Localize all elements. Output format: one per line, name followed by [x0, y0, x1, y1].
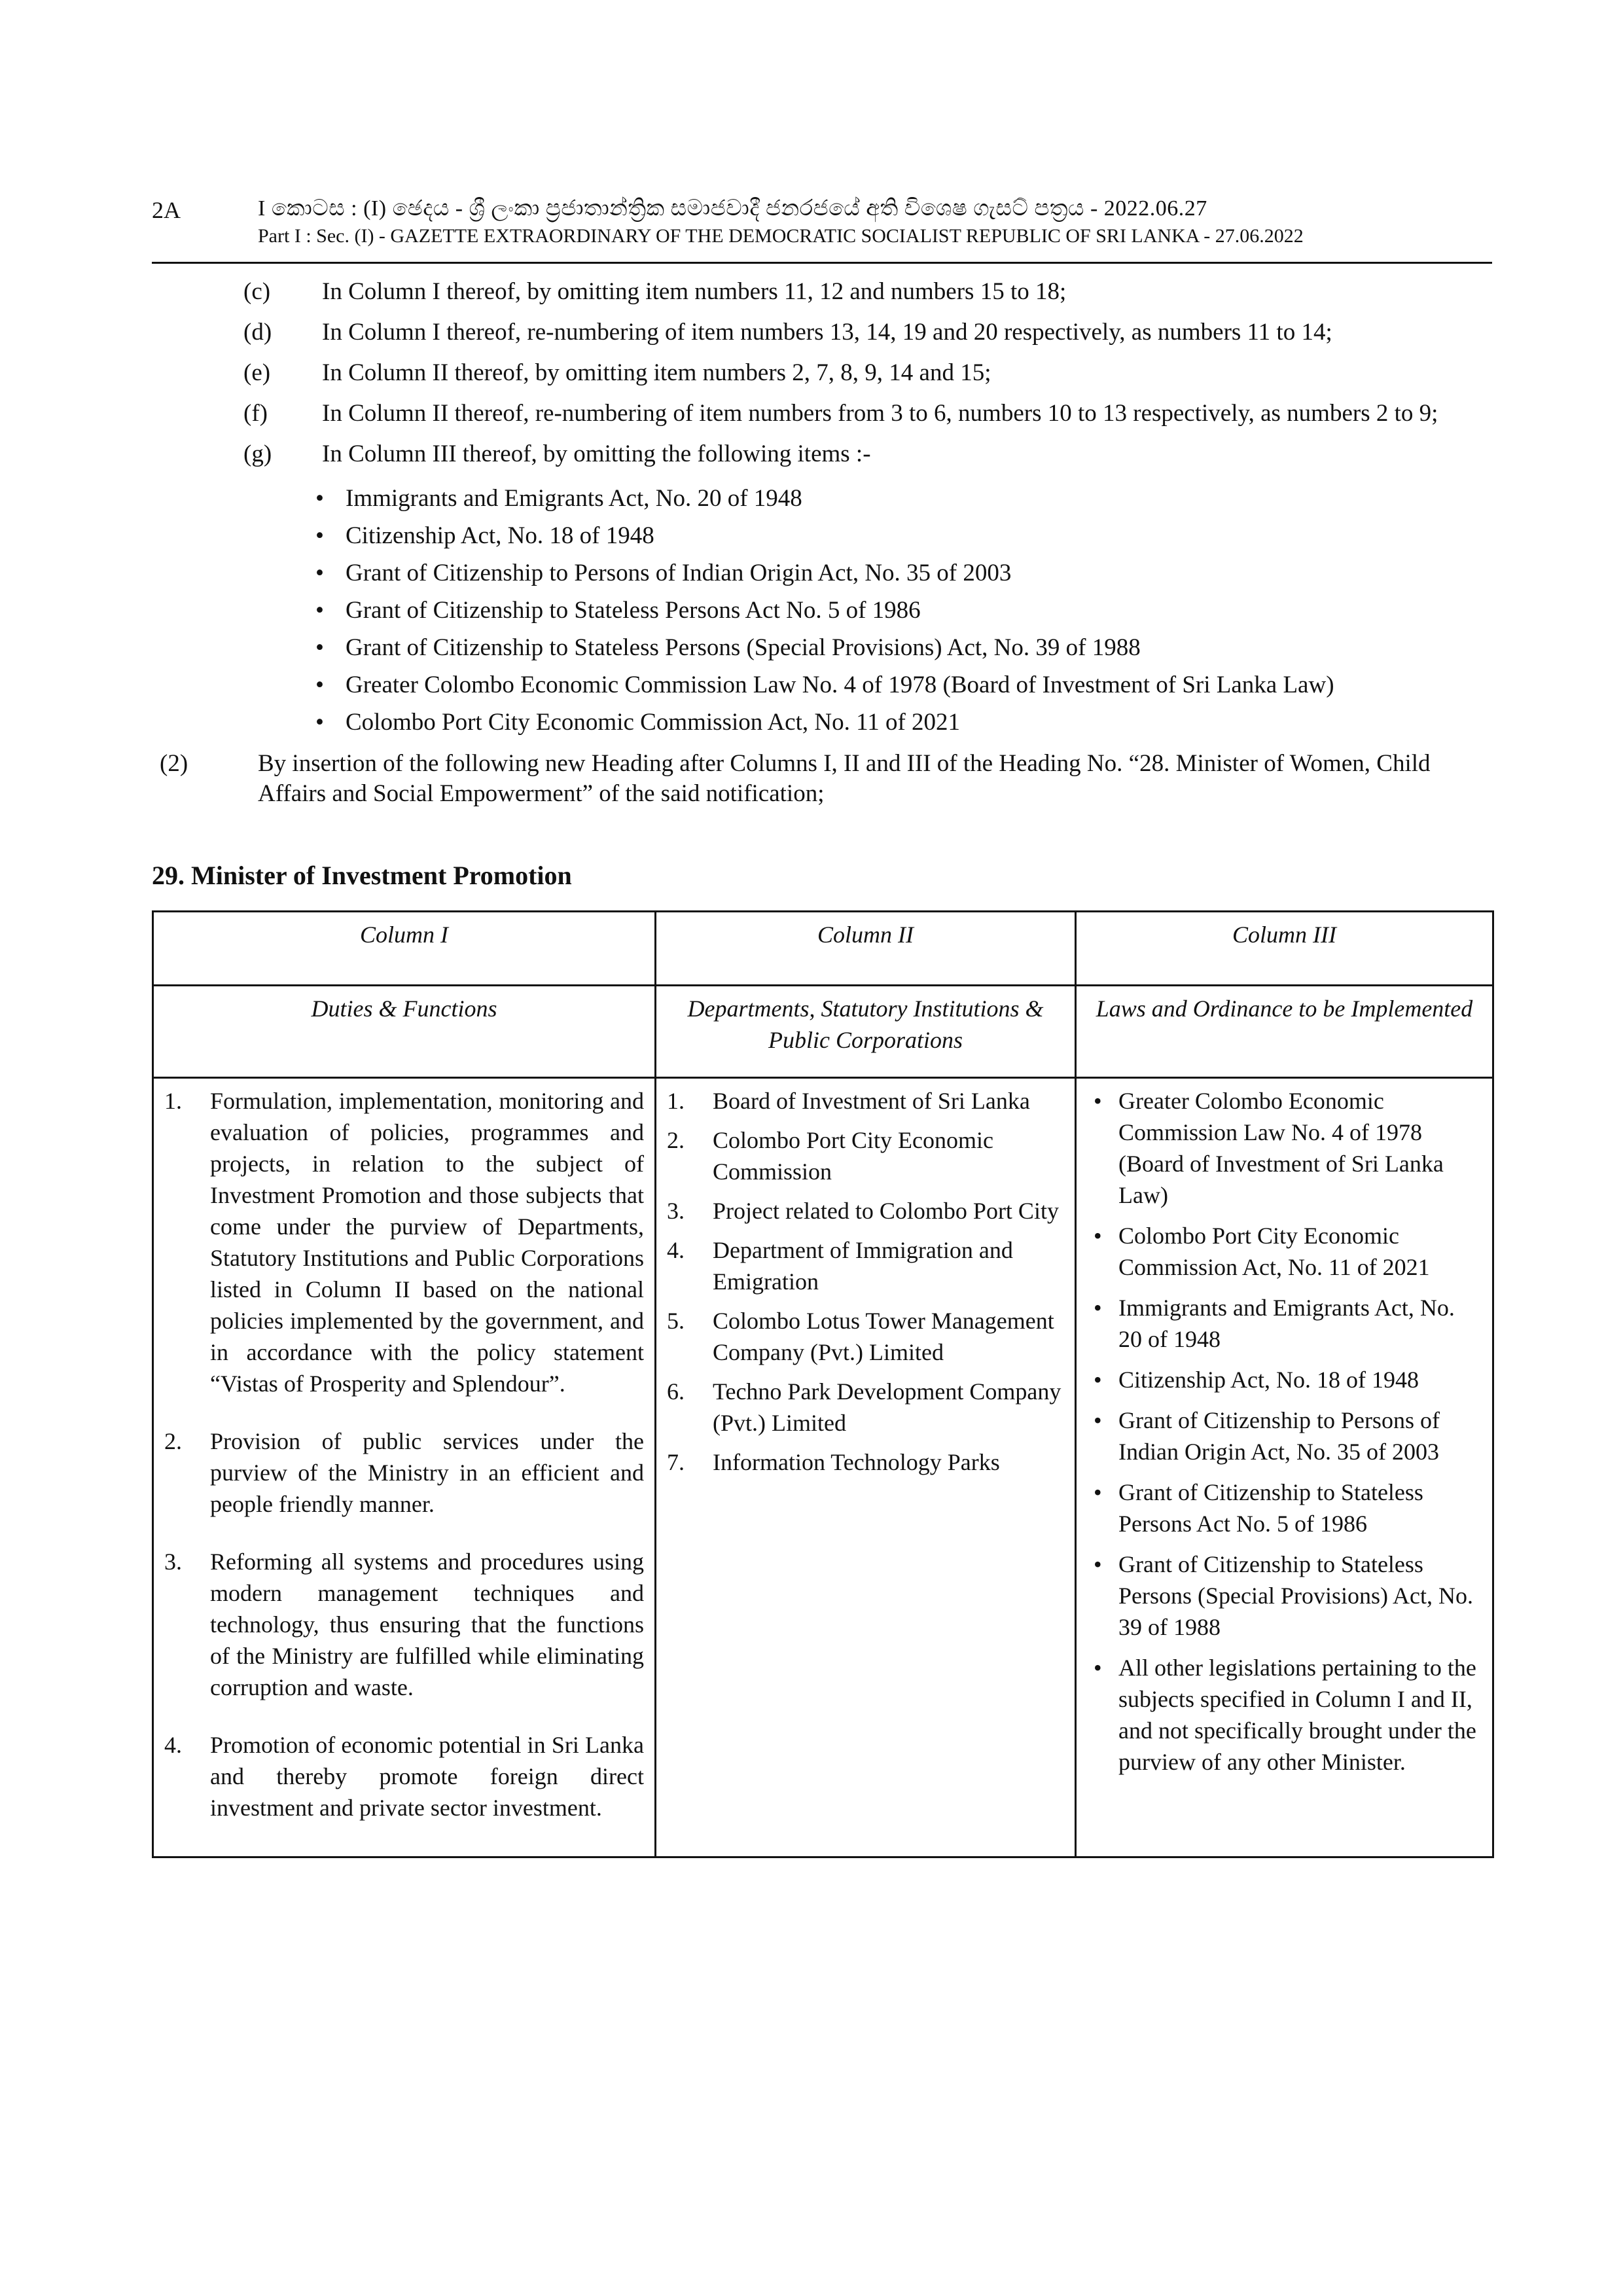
page-number: 2A: [152, 197, 181, 223]
list-item: • Greater Colombo Economic Commission Law No. 4 of 1978 (Board of Investment of Sri Lanka Law): [315, 666, 1492, 704]
paragraph-text: By insertion of the following new Heading after Columns I, II and III of the Heading No. “28. Minister of Women, Child Affairs and Social Empowerment” of the said notification;: [258, 750, 1431, 807]
amendment-text: In Column I thereof, by omitting item numbers 11, 12 and numbers 15 to 18;: [322, 278, 1067, 305]
column-header: Column II: [656, 912, 1076, 986]
item-text: Techno Park Development Company (Pvt.) Limited: [713, 1378, 1061, 1436]
list-item: • Immigrants and Emigrants Act, No. 20 of 1948: [315, 480, 1492, 517]
item-number: 4.: [667, 1237, 685, 1263]
list-item: • Grant of Citizenship to Stateless Persons Act No. 5 of 1986: [1087, 1477, 1482, 1539]
amendment-item: [152, 439, 1492, 469]
institutions-cell: [656, 1078, 1076, 1857]
item-text: Formulation, implementation, monitoring and evaluation of policies, programmes and projects, in relation to the subject of Investment Promotion and those subjects that come under the purview of Departments, Statutory Institutions and Public Corporations listed in Column II based on the national policies implemented by the government, and in accordance with the policy statement “Vistas of Prosperity and Splendour”.: [210, 1088, 644, 1397]
item-number: 4.: [164, 1732, 182, 1758]
column-header: Column III: [1076, 912, 1493, 986]
amendment-item: [152, 277, 1492, 307]
paragraph-2: [152, 749, 1492, 809]
header-sinhala-line: I කොටස : (I) ඡෙදය - ශ්‍රී ලංකා ප්‍රජාතාන්ත්‍රික සමාජවාදී ජනරජයේ අති විශෙෂ ගැසට් පත්‍රය - 2022.06.27: [258, 196, 1207, 221]
amendment-label: (e): [243, 359, 271, 386]
list-item: [667, 1085, 1064, 1117]
list-item: • Grant of Citizenship to Stateless Persons Act No. 5 of 1986: [315, 592, 1492, 629]
list-item: [667, 1124, 1064, 1187]
list-item: [164, 1729, 644, 1823]
column-header: Column I: [153, 912, 656, 986]
list-item: • Grant of Citizenship to Persons of Indian Origin Act, No. 35 of 2003: [1087, 1405, 1482, 1467]
item-number: 2.: [164, 1428, 182, 1454]
list-item: [667, 1234, 1064, 1297]
gazette-page: [152, 196, 1492, 1858]
omitted-items-list: [152, 480, 1492, 741]
item-number: 7.: [667, 1449, 685, 1475]
amendment-label: (c): [243, 278, 271, 305]
paragraph-label: (2): [160, 750, 188, 777]
laws-cell: [1076, 1078, 1493, 1857]
amendment-text: In Column II thereof, re-numbering of item numbers from 3 to 6, numbers 10 to 13 respectively, as numbers 2 to 9;: [322, 400, 1438, 427]
item-number: 6.: [667, 1378, 685, 1405]
item-text: Promotion of economic potential in Sri Lanka and thereby promote foreign direct investment and private sector investment.: [210, 1732, 644, 1821]
list-item: • Citizenship Act, No. 18 of 1948: [1087, 1364, 1482, 1395]
list-item: • Grant of Citizenship to Stateless Persons (Special Provisions) Act, No. 39 of 1988: [1087, 1549, 1482, 1643]
list-item: [667, 1376, 1064, 1439]
item-text: Department of Immigration and Emigration: [713, 1237, 1013, 1295]
section-title: 29. Minister of Investment Promotion: [152, 861, 572, 890]
amendment-item: [152, 399, 1492, 429]
item-text: Colombo Lotus Tower Management Company (Pvt.) Limited: [713, 1308, 1054, 1365]
item-text: Board of Investment of Sri Lanka: [713, 1088, 1030, 1114]
list-item: [667, 1305, 1064, 1368]
page-header: [152, 196, 1492, 264]
amendment-list: [152, 277, 1492, 469]
item-number: 2.: [667, 1127, 685, 1153]
list-item: • Colombo Port City Economic Commission Act, No. 11 of 2021: [315, 704, 1492, 741]
list-item: • Grant of Citizenship to Persons of Indian Origin Act, No. 35 of 2003: [315, 554, 1492, 592]
amendment-text: In Column III thereof, by omitting the following items :-: [322, 440, 871, 467]
list-item: [667, 1195, 1064, 1227]
amendment-label: (g): [243, 440, 272, 467]
item-text: Colombo Port City Economic Commission: [713, 1127, 993, 1185]
amendment-label: (f): [243, 400, 268, 427]
duties-functions-cell: [153, 1078, 656, 1857]
item-number: 5.: [667, 1308, 685, 1334]
list-item: [667, 1446, 1064, 1478]
list-item: • Immigrants and Emigrants Act, No. 20 of 1948: [1087, 1292, 1482, 1355]
item-text: Project related to Colombo Port City: [713, 1198, 1059, 1224]
list-item: [164, 1426, 644, 1520]
item-number: 3.: [667, 1198, 685, 1224]
item-number: 1.: [667, 1088, 685, 1114]
item-number: 1.: [164, 1088, 182, 1114]
item-text: Information Technology Parks: [713, 1449, 1000, 1475]
list-item: • Colombo Port City Economic Commission Act, No. 11 of 2021: [1087, 1220, 1482, 1283]
list-item: [164, 1085, 644, 1399]
amendment-item: [152, 358, 1492, 388]
amendment-text: In Column II thereof, by omitting item numbers 2, 7, 8, 9, 14 and 15;: [322, 359, 991, 386]
item-text: Reforming all systems and procedures using modern management techniques and technology, thus ensuring that the functions of the Ministry are fulfilled while eliminating corruption and waste.: [210, 1549, 644, 1700]
list-item: • Grant of Citizenship to Stateless Persons (Special Provisions) Act, No. 39 of 1988: [315, 629, 1492, 666]
list-item: • Greater Colombo Economic Commission Law No. 4 of 1978 (Board of Investment of Sri Lanka Law): [1087, 1085, 1482, 1211]
amendment-text: In Column I thereof, re-numbering of item numbers 13, 14, 19 and 20 respectively, as numbers 11 to 14;: [322, 319, 1332, 346]
sub-header: Departments, Statutory Institutions & Public Corporations: [656, 986, 1076, 1078]
list-item: • Citizenship Act, No. 18 of 1948: [315, 517, 1492, 554]
amendment-label: (d): [243, 319, 272, 346]
header-english-line: Part I : Sec. (I) - GAZETTE EXTRAORDINARY OF THE DEMOCRATIC SOCIALIST REPUBLIC OF SRI LANKA - 27.06.2022: [258, 225, 1304, 247]
ministry-table: [152, 910, 1494, 1858]
list-item: [164, 1546, 644, 1703]
sub-header: Duties & Functions: [153, 986, 656, 1078]
amendment-item: [152, 317, 1492, 348]
list-item: • All other legislations pertaining to the subjects specified in Column I and II, and not specifically brought under the purview of any other Minister.: [1087, 1652, 1482, 1778]
item-text: Provision of public services under the purview of the Ministry in an efficient and people friendly manner.: [210, 1428, 644, 1517]
sub-header: Laws and Ordinance to be Implemented: [1076, 986, 1493, 1078]
item-number: 3.: [164, 1549, 182, 1575]
